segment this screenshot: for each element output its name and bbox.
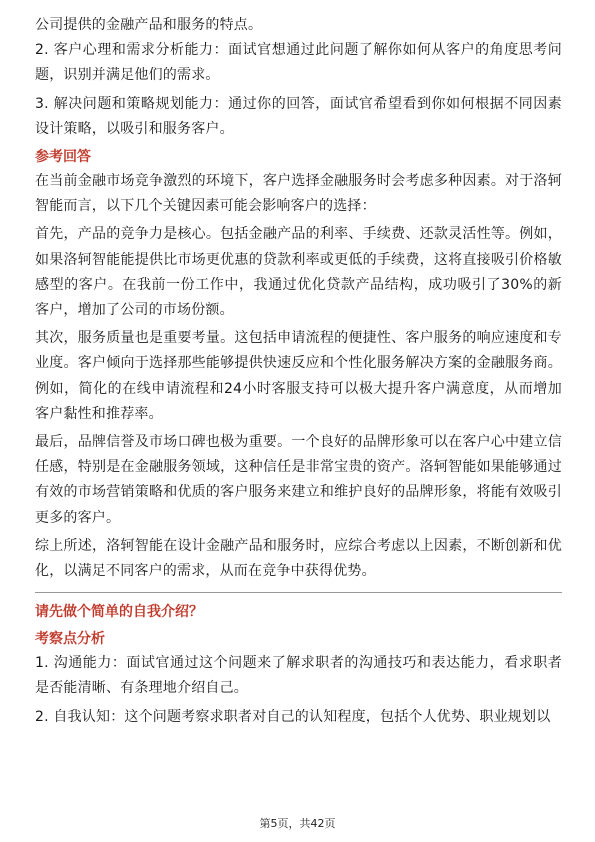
analysis-point-2-partial: 2. 自我认知：这个问题考察求职者对自己的认知程度，包括个人优势、职业规划以 xyxy=(35,708,551,725)
answer-paragraph: 最后，品牌信誉及市场口碑也极为重要。一个良好的品牌形象可以在客户心中建立信任感，特别是在金融服务领域，这种信任是非常宝贵的资产。洛轲智能如果能够通过有效的市场营销策略和优质的客户服务来建立和维护良好的品牌形象，将能有效吸引更多的客户。 xyxy=(35,434,562,526)
answer-paragraph: 首先，产品的竞争力是核心。包括金融产品的利率、手续费、还款灵活性等。例如，如果洛轲智能能提供比市场更优惠的贷款利率或更低的手续费，这将直接吸引价格敏感型的客户。在我前一份工作中，我通过优化贷款产品结构，成功吸引了30%的新客户，增加了公司的市场份额。 xyxy=(35,226,562,319)
interview-question: 请先做个简单的自我介绍？ xyxy=(35,604,203,621)
analysis-point-1: 1. 沟通能力：面试官通过这个问题来了解求职者的沟通技巧和表达能力，看求职者是否能清晰、有条理地介绍自己。 xyxy=(35,655,562,697)
answer-paragraph: 其次，服务质量也是重要考量。这包括申请流程的便捷性、客户服务的响应速度和专业度。客户倾向于选择那些能够提供快速反应和个性化服务解决方案的金融服务商。例如，简化的在线申请流程和24小时客服支持可以极大提升客户满意度，从而增加客户黏性和推荐率。 xyxy=(35,330,562,422)
analysis-heading: 考察点分析 xyxy=(35,631,105,648)
answer-paragraph: 综上所述，洛轲智能在设计金融产品和服务时，应综合考虑以上因素，不断创新和优化，以满足不同客户的需求，从而在竞争中获得优势。 xyxy=(35,537,562,580)
answer-paragraph: 在当前金融市场竞争激烈的环境下，客户选择金融服务时会考虑多种因素。对于洛轲智能而言，以下几个关键因素可能会影响客户的选择： xyxy=(35,173,562,215)
analysis-point-3: 3. 解决问题和策略规划能力：通过你的回答，面试官希望看到你如何根据不同因素设计策略，以吸引和服务客户。 xyxy=(35,95,562,137)
analysis-point-2: 2. 客户心理和需求分析能力：面试官想通过此问题了解你如何从客户的角度思考问题，识别并满足他们的需求。 xyxy=(35,42,562,84)
page-number-footer: 第5页，共42页 xyxy=(259,817,336,830)
document-page xyxy=(35,13,562,733)
reference-answer-heading: 参考回答 xyxy=(35,149,91,166)
lead-line: 公司提供的金融产品和服务的特点。 xyxy=(35,17,263,33)
section-divider xyxy=(35,592,562,593)
